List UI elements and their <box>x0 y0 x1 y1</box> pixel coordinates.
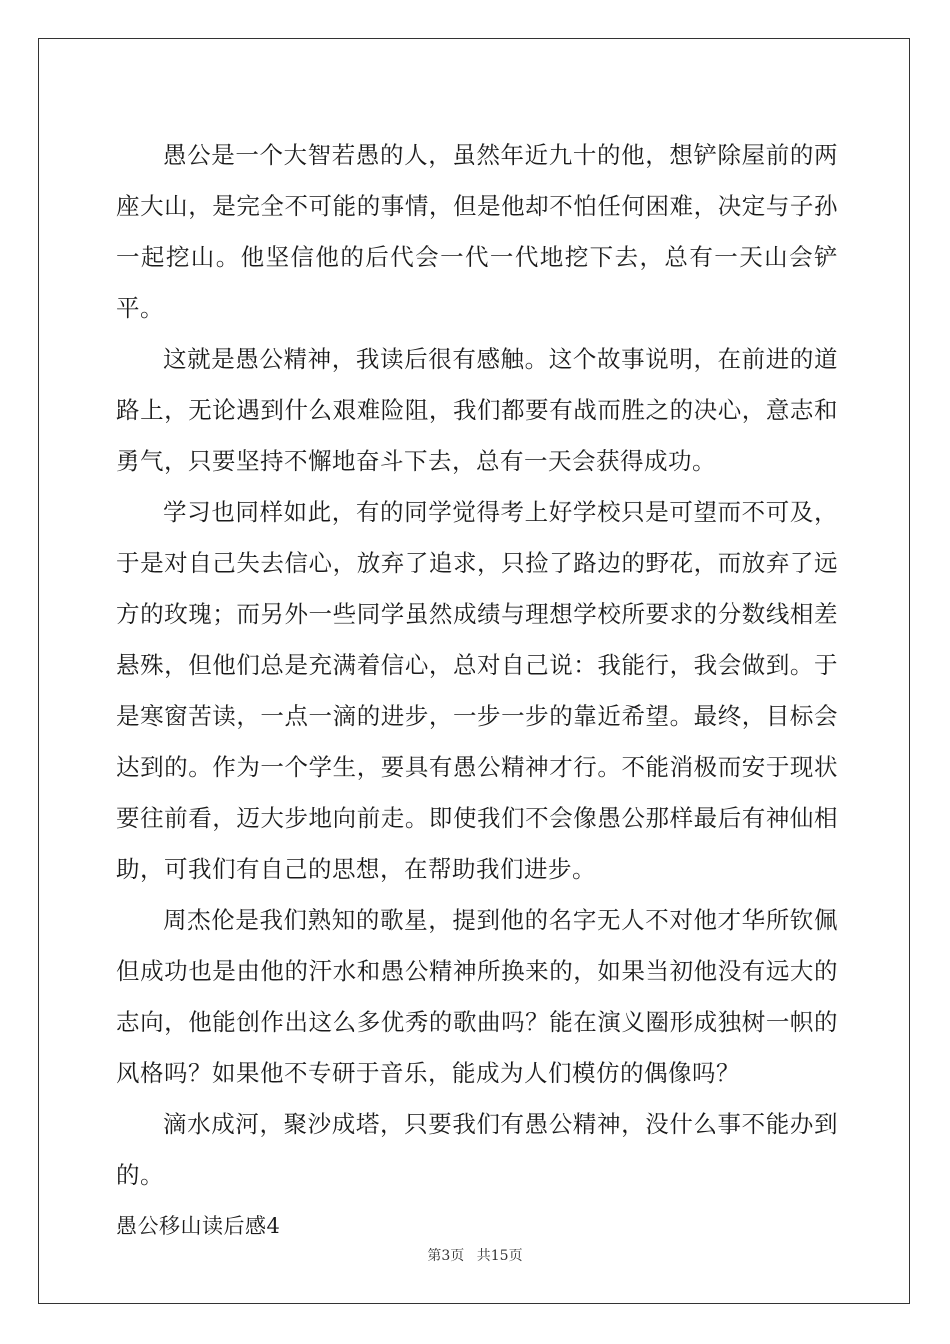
paragraph-1: 愚公是一个大智若愚的人，虽然年近九十的他，想铲除屋前的两座大山，是完全不可能的事情，但是他却不怕任何困难，决定与子孙一起挖山。他坚信他的后代会一代一代地挖下去，总有一天山会铲平。 <box>116 141 838 322</box>
page-total: 共15页 <box>476 1248 523 1264</box>
paragraph-5: 滴水成河，聚沙成塔，只要我们有愚公精神，没什么事不能办到的。 <box>116 1110 838 1189</box>
document-body <box>116 130 838 1252</box>
paragraph-2: 这就是愚公精神，我读后很有感触。这个故事说明，在前进的道路上，无论遇到什么艰难险阻，我们都要有战而胜之的决心，意志和勇气，只要坚持不懈地奋斗下去，总有一天会获得成功。 <box>116 345 838 475</box>
page-number: 第3页 <box>427 1248 465 1264</box>
section-heading: 愚公移山读后感4 <box>116 1214 281 1238</box>
paragraph-4: 周杰伦是我们熟知的歌星，提到他的名字无人不对他才华所钦佩但成功也是由他的汗水和愚公精神所换来的，如果当初他没有远大的志向，他能创作出这么多优秀的歌曲吗？能在演义圈形成独树一帜的风格吗？如果他不专研于音乐，能成为人们模仿的偶像吗？ <box>116 906 838 1087</box>
paragraph-3: 学习也同样如此，有的同学觉得考上好学校只是可望而不可及，于是对自己失去信心，放弃了追求，只捡了路边的野花，而放弃了远方的玫瑰；而另外一些同学虽然成绩与理想学校所要求的分数线相差悬殊，但他们总是充满着信心，总对自己说：我能行，我会做到。于是寒窗苦读，一点一滴的进步，一步一步的靠近希望。最终，目标会达到的。作为一个学生，要具有愚公精神才行。不能消极而安于现状要往前看，迈大步地向前走。即使我们不会像愚公那样最后有神仙相助，可我们有自己的思想，在帮助我们进步。 <box>116 498 838 883</box>
page-footer <box>0 1245 950 1265</box>
